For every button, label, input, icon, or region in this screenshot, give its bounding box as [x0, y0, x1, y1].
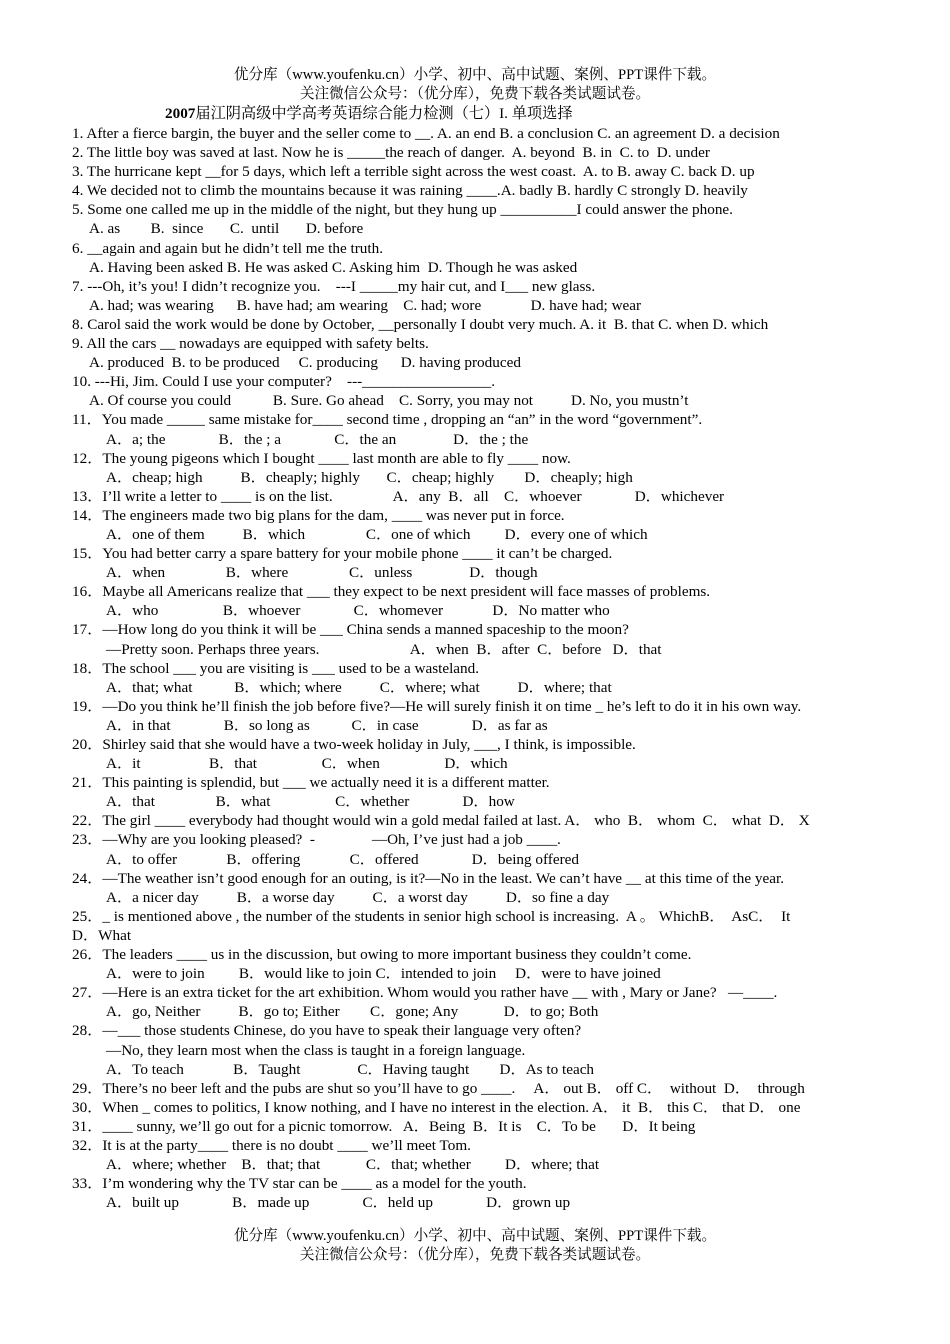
- question-line: 22．The girl ____ everybody had thought would win a gold medal failed at last. A． who B． whom C． what D． X: [72, 812, 810, 830]
- options-line: A．built up B．made up C．held up D．grown up: [106, 1194, 571, 1212]
- options-line: A．a; the B．the ; a C．the an D．the ; the: [106, 430, 529, 448]
- options-line: A．go, Neither B．go to; Either C．gone; Any D．to go; Both: [106, 1003, 599, 1021]
- question-line: 27．—Here is an extra ticket for the art exhibition. Whom would you rather have __ with , Mary or Jane? —____.: [72, 984, 778, 1002]
- question-line: 20．Shirley said that she would have a two-week holiday in July, ___, I think, is impossible.: [72, 736, 636, 753]
- footer-line-1: 优分库（www.youfenku.cn）小学、初中、高中试题、案例、PPT课件下载。: [233, 1228, 717, 1244]
- options-line: A．that; what B．which; where C．where; what D．where; that: [106, 678, 612, 696]
- question-line: 5. Some one called me up in the middle of the night, but they hung up __________I could answer the phone.: [72, 201, 733, 219]
- question-line: 14．The engineers made two big plans for the dam, ____ was never put in force.: [72, 506, 565, 524]
- question-line: 15．You had better carry a spare battery for your mobile phone ____ it can’t be charged.: [72, 545, 613, 563]
- question-list: [72, 124, 892, 1212]
- options-line: A. Having been asked B. He was asked C. Asking him D. Though he was asked: [89, 258, 578, 276]
- question-line: 10. ---Hi, Jim. Could I use your computer? ---_________________.: [72, 373, 496, 391]
- question-line: 32．It is at the party____ there is no doubt ____ we’ll meet Tom.: [72, 1136, 471, 1154]
- question-line: 8. Carol said the work would be done by October, __personally I doubt very much. A. it B. that C. when D. which: [72, 315, 769, 333]
- question-line: —Pretty soon. Perhaps three years. A．when B．after C．before D．that: [106, 640, 662, 658]
- question-line: 29．There’s no beer left and the pubs are shut so you’ll have to go ____. A． out B． off C． without D． through: [72, 1079, 805, 1097]
- question-line: 13．I’ll write a letter to ____ is on the list. A．any B．all C．whoever D．whichever: [72, 487, 725, 505]
- exam-title: [165, 104, 573, 123]
- exam-title-text: 届江阴高级中学高考英语综合能力检测（七）I. 单项选择: [195, 105, 573, 122]
- question-line: 28．—___ those students Chinese, do you have to speak their language very often?: [72, 1022, 582, 1040]
- question-line: 17．—How long do you think it will be ___ China sends a manned spaceship to the moon?: [72, 621, 629, 639]
- question-line: 23．—Why are you looking pleased? - —Oh, I’ve just had a job ____.: [72, 831, 561, 849]
- question-line: 21．This painting is splendid, but ___ we actually need it is a different matter.: [72, 774, 550, 792]
- options-line: A. had; was wearing B. have had; am wearing C. had; wore D. have had; wear: [89, 296, 642, 314]
- options-line: A. Of course you could B. Sure. Go ahead C. Sorry, you may not D. No, you mustn’t: [89, 392, 689, 410]
- question-line: 25．_ is mentioned above , the number of the students in senior high school is increasing. A 。 WhichB． AsC． It: [72, 907, 791, 925]
- question-line: 12．The young pigeons which I bought ____ last month are able to fly ____ now.: [72, 449, 571, 467]
- options-line: A．cheap; high B．cheaply; highly C．cheap; highly D．cheaply; high: [106, 468, 633, 486]
- question-line: 19．—Do you think he’ll finish the job before five?—He will surely finish it on time _ he’s left to do it in his own way.: [72, 697, 802, 715]
- options-line: A．who B．whoever C．whomever D．No matter who: [106, 602, 610, 620]
- question-line: 31．____ sunny, we’ll go out for a picnic tomorrow. A．Being B．It is C．To be D．It being: [72, 1117, 696, 1135]
- question-line: 26．The leaders ____ us in the discussion, but owing to more important business they couldn’t come.: [72, 946, 692, 964]
- question-line: 4. We decided not to climb the mountains because it was raining ____.A. badly B. hardly C strongly D. heavily: [72, 182, 748, 200]
- footer-line-2: 关注微信公众号：（优分库），免费下载各类试题试卷。: [299, 1246, 651, 1263]
- page-footer: [0, 1227, 950, 1264]
- options-line: D．What: [72, 926, 132, 944]
- question-line: 18．The school ___ you are visiting is ___ used to be a wasteland.: [72, 659, 480, 677]
- options-line: A．were to join B．would like to join C．intended to join D．were to have joined: [106, 965, 661, 983]
- options-line: A．To teach B．Taught C．Having taught D．As to teach: [106, 1060, 595, 1078]
- question-line: —No, they learn most when the class is taught in a foreign language.: [106, 1041, 526, 1059]
- question-line: 3. The hurricane kept __for 5 days, which left a terrible sight across the west coast. A. to B. away C. back D. up: [72, 163, 755, 181]
- options-line: A．a nicer day B．a worse day C．a worst day D．so fine a day: [106, 888, 610, 906]
- question-line: 7. ---Oh, it’s you! I didn’t recognize you. ---I _____my hair cut, and I___ new glass.: [72, 277, 596, 295]
- exam-year: 2007: [165, 105, 196, 122]
- question-line: 16．Maybe all Americans realize that ___ they expect to be next president will face masses of problems.: [72, 583, 711, 601]
- header-line-2: 关注微信公众号：（优分库），免费下载各类试题试卷。: [299, 85, 651, 102]
- header-line-1: 优分库（www.youfenku.cn）小学、初中、高中试题、案例、PPT课件下载。: [233, 67, 717, 83]
- options-line: A．one of them B．which C．one of which D．every one of which: [106, 525, 648, 543]
- question-line: 6. __again and again but he didn’t tell me the truth.: [72, 239, 383, 257]
- options-line: A．to offer B．offering C．offered D．being offered: [106, 850, 579, 868]
- options-line: A．it B．that C．when D．which: [106, 755, 508, 773]
- options-line: A. produced B. to be produced C. producing D. having produced: [89, 354, 521, 372]
- question-line: 11．You made _____ same mistake for____ second time , dropping an “an” in the word “government”.: [72, 411, 703, 429]
- question-line: 9. All the cars __ nowadays are equipped with safety belts.: [72, 335, 429, 353]
- options-line: A．where; whether B．that; that C．that; whether D．where; that: [106, 1156, 600, 1174]
- question-line: 33．I’m wondering why the TV star can be ____ as a model for the youth.: [72, 1175, 527, 1193]
- options-line: A．when B．where C．unless D．though: [106, 564, 538, 582]
- options-line: A．that B．what C．whether D．how: [106, 793, 515, 811]
- options-line: A. as B. since C. until D. before: [89, 220, 364, 238]
- question-line: 24．—The weather isn’t good enough for an outing, is it?—No in the least. We can’t have __ at this time of the year.: [72, 869, 785, 887]
- question-line: 2. The little boy was saved at last. Now he is _____the reach of danger. A. beyond B. in C. to D. under: [72, 144, 710, 162]
- options-line: A．in that B．so long as C．in case D．as far as: [106, 716, 548, 734]
- question-line: 30．When _ comes to politics, I know nothing, and I have no interest in the election. A． it B． this C． that D． one: [72, 1098, 801, 1116]
- page-header: [0, 66, 950, 103]
- question-line: 1. After a fierce bargin, the buyer and the seller come to __. A. an end B. a conclusion C. an agreement D. a decision: [72, 125, 780, 142]
